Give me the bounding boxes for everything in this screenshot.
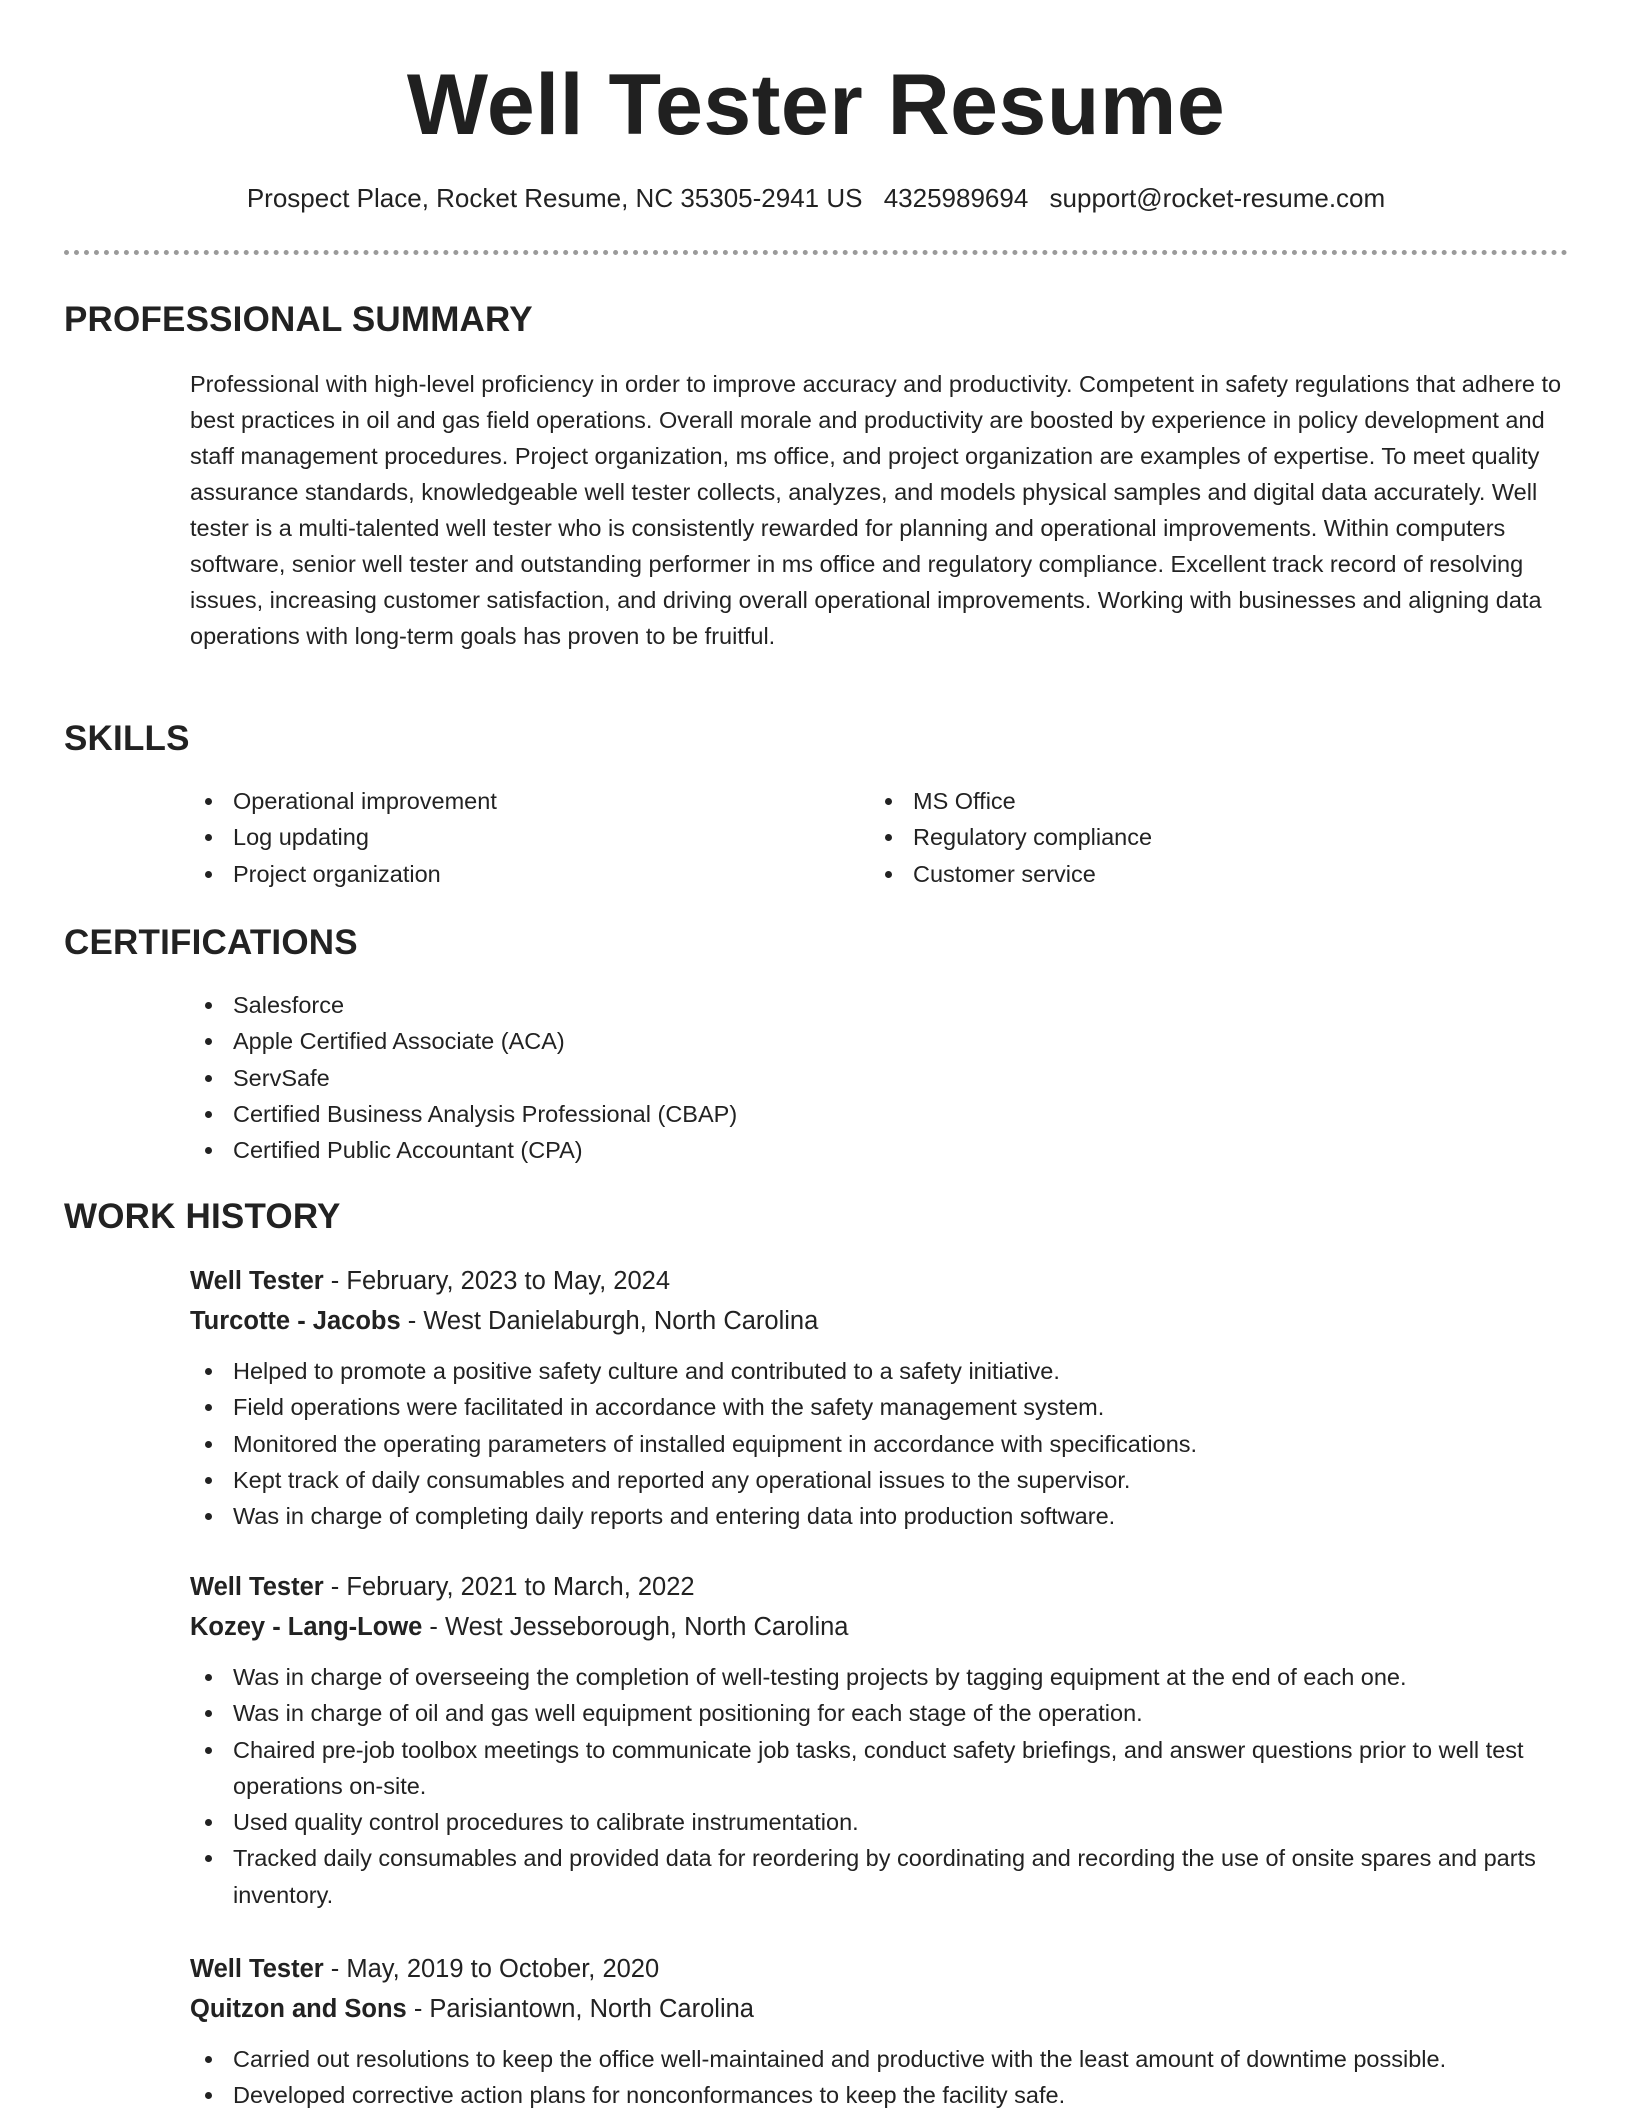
job-dates: - May, 2019 to October, 2020	[323, 1955, 660, 1983]
job-bullet: Used quality control procedures to calibrate instrumentation.	[190, 1804, 1568, 1840]
summary-heading: PROFESSIONAL SUMMARY	[64, 300, 533, 339]
certification-item: Apple Certified Associate (ACA)	[190, 1023, 1568, 1059]
skills-list-left	[190, 783, 870, 892]
job-bullet: Chaired pre-job toolbox meetings to communicate job tasks, conduct safety briefings, and answer questions prior to well test operations on-site.	[190, 1732, 1568, 1805]
job-bullet: Tracked daily consumables and provided data for reordering by coordinating and recording the use of onsite spares and parts inventory.	[190, 1840, 1568, 1913]
job-entry	[64, 1261, 1568, 1534]
job-bullets	[190, 2041, 1568, 2114]
job-dates: - February, 2023 to May, 2024	[323, 1267, 671, 1295]
skills-columns	[190, 783, 1568, 892]
skill-item: Customer service	[870, 856, 1550, 892]
job-bullet: Was in charge of overseeing the completion of well-testing projects by tagging equipment at the end of each one.	[190, 1659, 1568, 1695]
job-bullet: Was in charge of completing daily reports and entering data into production software.	[190, 1498, 1568, 1534]
skill-item: MS Office	[870, 783, 1550, 819]
job-title: Well Tester	[190, 1955, 324, 1983]
job-company-line	[190, 1301, 1568, 1341]
job-title-line	[190, 1567, 1568, 1607]
job-bullet: Kept track of daily consumables and reported any operational issues to the supervisor.	[190, 1462, 1568, 1498]
skill-item: Log updating	[190, 819, 870, 855]
work-history-heading: WORK HISTORY	[64, 1197, 341, 1236]
job-dates: - February, 2021 to March, 2022	[323, 1573, 695, 1601]
certification-item: Certified Business Analysis Professional (CBAP)	[190, 1096, 1568, 1132]
job-bullets	[190, 1659, 1568, 1913]
job-entry	[64, 1567, 1568, 1913]
certifications-list	[190, 987, 1568, 1168]
header-divider	[64, 250, 1568, 255]
job-title: Well Tester	[190, 1267, 324, 1295]
skill-item: Project organization	[190, 856, 870, 892]
skills-heading: SKILLS	[64, 719, 190, 758]
job-title-line	[190, 1261, 1568, 1301]
job-location: - West Jesseborough, North Carolina	[422, 1613, 849, 1641]
certifications-heading: CERTIFICATIONS	[64, 923, 358, 962]
job-title: Well Tester	[190, 1573, 324, 1601]
skill-item: Regulatory compliance	[870, 819, 1550, 855]
summary-text: Professional with high-level proficiency in order to improve accuracy and productivity. Competent in safety regulations that adhere to best practices in oil and gas field operations. Overall morale and productivity are boosted by experience in policy development and staff management procedures. Project organization, ms office, and project organization are examples of expertise. To meet quality assurance standards, knowledgeable well tester collects, analyzes, and models physical samples and digital data accurately. Well tester is a multi-talented well tester who is consistently rewarded for planning and operational improvements. Within computers software, senior well tester and outstanding performer in ms office and regulatory compliance. Excellent track record of resolving issues, increasing customer satisfaction, and driving overall operational improvements. Working with businesses and aligning data operations with long-term goals has proven to be fruitful.	[190, 371, 1562, 649]
skills-section	[64, 717, 1568, 892]
certification-item: Salesforce	[190, 987, 1568, 1023]
contact-email: support@rocket-resume.com	[1049, 183, 1386, 213]
skill-item: Operational improvement	[190, 783, 870, 819]
job-bullet: Monitored the operating parameters of installed equipment in accordance with specifications.	[190, 1426, 1568, 1462]
summary-section	[64, 298, 1568, 654]
work-history-section	[64, 1195, 1568, 1239]
job-company: Turcotte - Jacobs	[190, 1307, 401, 1335]
contact-phone: 4325989694	[883, 183, 1029, 213]
job-bullet: Helped to promote a positive safety culture and contributed to a safety initiative.	[190, 1353, 1568, 1389]
job-title-line	[190, 1949, 1568, 1989]
job-bullet: Developed corrective action plans for nonconformances to keep the facility safe.	[190, 2077, 1568, 2113]
job-entry	[64, 1949, 1568, 2114]
job-company: Kozey - Lang-Lowe	[190, 1613, 423, 1641]
page-title: Well Tester Resume	[406, 57, 1226, 153]
job-location: - West Danielaburgh, North Carolina	[400, 1307, 819, 1335]
job-bullet: Carried out resolutions to keep the office well-maintained and productive with the least amount of downtime possible.	[190, 2041, 1568, 2077]
skills-list-right	[870, 783, 1550, 892]
job-company-line	[190, 1607, 1568, 1647]
job-company-line	[190, 1989, 1568, 2029]
certifications-section	[64, 921, 1568, 1168]
job-bullet: Was in charge of oil and gas well equipment positioning for each stage of the operation.	[190, 1695, 1568, 1731]
contact-address: Prospect Place, Rocket Resume, NC 35305-2941 US	[246, 183, 863, 213]
contact-line	[0, 180, 1632, 216]
job-location: - Parisiantown, North Carolina	[406, 1995, 754, 2023]
job-bullet: Field operations were facilitated in accordance with the safety management system.	[190, 1389, 1568, 1425]
certification-item: ServSafe	[190, 1060, 1568, 1096]
job-bullets	[190, 1353, 1568, 1534]
certification-item: Certified Public Accountant (CPA)	[190, 1132, 1568, 1168]
job-company: Quitzon and Sons	[190, 1995, 407, 2023]
